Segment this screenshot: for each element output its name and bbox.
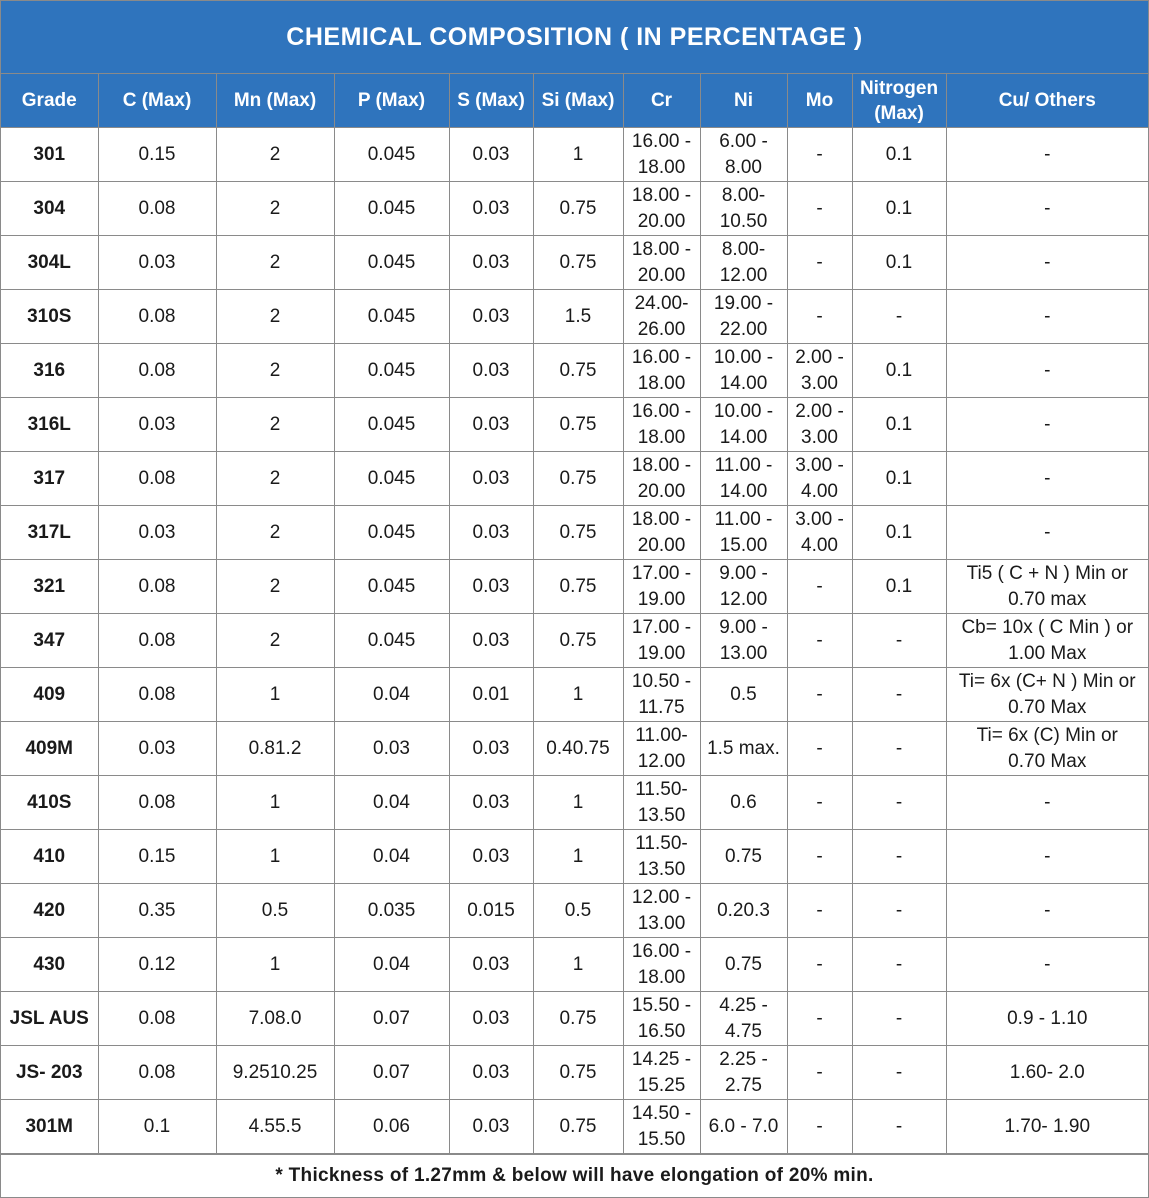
table-cell: 1 (216, 776, 334, 830)
table-cell: 16.00 - 18.00 (623, 938, 700, 992)
table-cell: 10.50 - 11.75 (623, 668, 700, 722)
table-cell: 0.75 (533, 560, 623, 614)
table-cell: 14.50 - 15.50 (623, 1100, 700, 1154)
table-cell: 1.70- 1.90 (946, 1100, 1148, 1154)
table-cell: - (787, 1046, 852, 1100)
table-cell: - (787, 290, 852, 344)
table-cell: 0.35 (98, 884, 216, 938)
table-cell: 0.03 (449, 236, 533, 290)
table-cell: 0.045 (334, 290, 449, 344)
table-cell: 0.06 (334, 1100, 449, 1154)
column-header: Ni (700, 74, 787, 128)
table-cell: - (787, 1100, 852, 1154)
table-cell: 0.08 (98, 452, 216, 506)
table-cell: 0.035 (334, 884, 449, 938)
table-cell: 0.75 (533, 398, 623, 452)
table-cell: - (787, 128, 852, 182)
table-cell: 0.08 (98, 1046, 216, 1100)
table-cell: - (852, 830, 946, 884)
table-cell: 0.1 (852, 452, 946, 506)
table-cell: 0.12 (98, 938, 216, 992)
table-cell: - (852, 776, 946, 830)
table-cell: - (946, 452, 1148, 506)
table-cell: 2 (216, 182, 334, 236)
table-cell: 0.75 (700, 938, 787, 992)
table-cell: 0.03 (449, 938, 533, 992)
column-header: Grade (1, 74, 98, 128)
table-row (1, 938, 1148, 992)
table-cell: - (787, 776, 852, 830)
table-cell: 0.75 (533, 506, 623, 560)
table-cell: 0.03 (449, 1100, 533, 1154)
table-cell: 0.03 (449, 1046, 533, 1100)
table-cell: 0.04 (334, 776, 449, 830)
table-cell: 0.04 (334, 668, 449, 722)
table-cell: 0.03 (449, 992, 533, 1046)
table-cell: 0.03 (449, 128, 533, 182)
grade-cell: 430 (1, 938, 98, 992)
table-cell: - (787, 668, 852, 722)
table-row (1, 560, 1148, 614)
table-cell: 9.00 - 13.00 (700, 614, 787, 668)
table-cell: 0.03 (449, 290, 533, 344)
composition-table (1, 74, 1148, 1154)
table-cell: 14.25 - 15.25 (623, 1046, 700, 1100)
grade-cell: 316L (1, 398, 98, 452)
table-cell: Ti= 6x (C+ N ) Min or 0.70 Max (946, 668, 1148, 722)
table-cell: - (787, 722, 852, 776)
table-cell: 0.03 (98, 236, 216, 290)
grade-cell: 420 (1, 884, 98, 938)
table-header (1, 74, 1148, 128)
table-footnote: * Thickness of 1.27mm & below will have elongation of 20% min. (1, 1154, 1148, 1197)
table-cell: 0.75 (533, 1100, 623, 1154)
table-cell: 16.00 - 18.00 (623, 398, 700, 452)
table-cell: 0.1 (852, 128, 946, 182)
table-cell: 0.03 (449, 560, 533, 614)
table-cell: - (787, 992, 852, 1046)
table-cell: 0.045 (334, 344, 449, 398)
grade-cell: 317 (1, 452, 98, 506)
table-cell: 16.00 - 18.00 (623, 128, 700, 182)
table-cell: - (946, 884, 1148, 938)
table-cell: 0.045 (334, 452, 449, 506)
table-cell: 0.08 (98, 668, 216, 722)
table-cell: 2.00 - 3.00 (787, 344, 852, 398)
table-row (1, 992, 1148, 1046)
table-cell: - (787, 182, 852, 236)
table-row (1, 398, 1148, 452)
table-cell: 1 (216, 668, 334, 722)
grade-cell: 321 (1, 560, 98, 614)
table-cell: - (852, 290, 946, 344)
table-row (1, 128, 1148, 182)
table-cell: 2.00 - 3.00 (787, 398, 852, 452)
table-cell: 0.1 (852, 506, 946, 560)
table-cell: Ti5 ( C + N ) Min or 0.70 max (946, 560, 1148, 614)
table-cell: 0.03 (449, 182, 533, 236)
table-cell: 0.08 (98, 776, 216, 830)
table-cell: 0.15 (98, 128, 216, 182)
table-cell: 4.25 - 4.75 (700, 992, 787, 1046)
table-cell: 11.50- 13.50 (623, 776, 700, 830)
table-cell: 0.045 (334, 128, 449, 182)
table-cell: Ti= 6x (C) Min or 0.70 Max (946, 722, 1148, 776)
table-cell: 18.00 - 20.00 (623, 452, 700, 506)
table-cell: 0.045 (334, 506, 449, 560)
column-header: Nitrogen (Max) (852, 74, 946, 128)
table-cell: 11.00 - 14.00 (700, 452, 787, 506)
table-cell: 0.40.75 (533, 722, 623, 776)
table-cell: - (787, 236, 852, 290)
table-cell: - (946, 128, 1148, 182)
table-cell: 1 (533, 830, 623, 884)
table-cell: 2 (216, 236, 334, 290)
table-row (1, 668, 1148, 722)
table-cell: 0.03 (449, 344, 533, 398)
table-cell: 0.04 (334, 938, 449, 992)
table-cell: 0.08 (98, 992, 216, 1046)
table-cell: 11.00- 12.00 (623, 722, 700, 776)
table-cell: 2 (216, 398, 334, 452)
table-cell: 1.60- 2.0 (946, 1046, 1148, 1100)
table-cell: - (787, 938, 852, 992)
table-cell: - (852, 884, 946, 938)
table-cell: 1.5 (533, 290, 623, 344)
column-header: Mn (Max) (216, 74, 334, 128)
table-row (1, 290, 1148, 344)
table-cell: 1 (533, 668, 623, 722)
table-cell: - (852, 992, 946, 1046)
table-cell: 0.08 (98, 290, 216, 344)
header-row (1, 74, 1148, 128)
table-cell: 0.04 (334, 830, 449, 884)
table-cell: 2 (216, 560, 334, 614)
table-cell: 0.5 (533, 884, 623, 938)
column-header: Mo (787, 74, 852, 128)
table-cell: 0.9 - 1.10 (946, 992, 1148, 1046)
grade-cell: 304L (1, 236, 98, 290)
table-cell: 0.03 (98, 722, 216, 776)
table-cell: 9.00 - 12.00 (700, 560, 787, 614)
table-cell: 9.2510.25 (216, 1046, 334, 1100)
table-cell: 0.045 (334, 236, 449, 290)
table-cell: 0.1 (852, 344, 946, 398)
table-cell: 0.75 (533, 236, 623, 290)
table-row (1, 722, 1148, 776)
table-cell: 0.5 (700, 668, 787, 722)
table-cell: 2 (216, 128, 334, 182)
table-cell: - (946, 182, 1148, 236)
table-cell: 1 (216, 830, 334, 884)
table-cell: 0.045 (334, 182, 449, 236)
table-cell: - (787, 614, 852, 668)
table-cell: - (946, 938, 1148, 992)
table-cell: 18.00 - 20.00 (623, 236, 700, 290)
column-header: Cu/ Others (946, 74, 1148, 128)
table-cell: 0.75 (533, 992, 623, 1046)
table-cell: 6.00 - 8.00 (700, 128, 787, 182)
table-row (1, 1046, 1148, 1100)
table-cell: - (946, 290, 1148, 344)
table-cell: 0.03 (449, 830, 533, 884)
table-cell: 10.00 - 14.00 (700, 398, 787, 452)
table-cell: 2.25 - 2.75 (700, 1046, 787, 1100)
table-cell: - (946, 236, 1148, 290)
table-cell: 12.00 - 13.00 (623, 884, 700, 938)
grade-cell: 347 (1, 614, 98, 668)
table-cell: 7.08.0 (216, 992, 334, 1046)
table-cell: 0.1 (852, 182, 946, 236)
table-cell: 0.03 (449, 452, 533, 506)
table-cell: 11.50- 13.50 (623, 830, 700, 884)
column-header: Cr (623, 74, 700, 128)
table-cell: - (946, 776, 1148, 830)
table-cell: - (946, 398, 1148, 452)
table-cell: 0.03 (449, 722, 533, 776)
table-cell: - (852, 614, 946, 668)
table-cell: 3.00 - 4.00 (787, 506, 852, 560)
grade-cell: 310S (1, 290, 98, 344)
table-cell: 16.00 - 18.00 (623, 344, 700, 398)
grade-cell: 410S (1, 776, 98, 830)
table-cell: 8.00- 10.50 (700, 182, 787, 236)
table-cell: 0.75 (533, 344, 623, 398)
table-cell: - (946, 830, 1148, 884)
table-cell: 1 (216, 938, 334, 992)
table-cell: 2 (216, 614, 334, 668)
table-cell: 0.03 (449, 398, 533, 452)
table-cell: 3.00 - 4.00 (787, 452, 852, 506)
table-cell: 0.81.2 (216, 722, 334, 776)
table-cell: - (852, 1100, 946, 1154)
table-cell: 24.00- 26.00 (623, 290, 700, 344)
table-cell: 1 (533, 776, 623, 830)
table-cell: 1 (533, 128, 623, 182)
grade-cell: 409 (1, 668, 98, 722)
table-row (1, 236, 1148, 290)
table-cell: 4.55.5 (216, 1100, 334, 1154)
table-cell: 8.00- 12.00 (700, 236, 787, 290)
table-cell: - (852, 722, 946, 776)
table-cell: 0.07 (334, 992, 449, 1046)
table-row (1, 182, 1148, 236)
table-cell: 0.015 (449, 884, 533, 938)
table-cell: 0.75 (533, 614, 623, 668)
table-cell: 11.00 - 15.00 (700, 506, 787, 560)
table-cell: 0.1 (852, 236, 946, 290)
table-cell: 0.01 (449, 668, 533, 722)
table-cell: 18.00 - 20.00 (623, 182, 700, 236)
table-cell: 2 (216, 452, 334, 506)
table-cell: 19.00 - 22.00 (700, 290, 787, 344)
table-cell: 0.75 (700, 830, 787, 884)
table-cell: 0.03 (98, 506, 216, 560)
table-cell: 0.1 (852, 560, 946, 614)
table-row (1, 344, 1148, 398)
table-cell: 0.75 (533, 182, 623, 236)
grade-cell: 409M (1, 722, 98, 776)
table-cell: - (946, 344, 1148, 398)
table-cell: 0.03 (334, 722, 449, 776)
table-cell: 0.07 (334, 1046, 449, 1100)
table-cell: 17.00 - 19.00 (623, 614, 700, 668)
table-row (1, 614, 1148, 668)
table-cell: - (787, 560, 852, 614)
table-cell: 2 (216, 506, 334, 560)
table-cell: 2 (216, 290, 334, 344)
table-cell: 0.75 (533, 452, 623, 506)
table-cell: 1 (533, 938, 623, 992)
table-cell: Cb= 10x ( C Min ) or 1.00 Max (946, 614, 1148, 668)
grade-cell: 301 (1, 128, 98, 182)
table-row (1, 884, 1148, 938)
column-header: P (Max) (334, 74, 449, 128)
column-header: C (Max) (98, 74, 216, 128)
table-cell: 0.045 (334, 614, 449, 668)
table-title: CHEMICAL COMPOSITION ( IN PERCENTAGE ) (1, 1, 1148, 74)
table-cell: 0.5 (216, 884, 334, 938)
table-cell: 1.5 max. (700, 722, 787, 776)
table-row (1, 1100, 1148, 1154)
table-cell: 0.08 (98, 560, 216, 614)
grade-cell: 301M (1, 1100, 98, 1154)
table-cell: 0.03 (449, 506, 533, 560)
table-cell: 18.00 - 20.00 (623, 506, 700, 560)
table-cell: 0.20.3 (700, 884, 787, 938)
table-cell: 0.03 (98, 398, 216, 452)
table-row (1, 830, 1148, 884)
table-cell: - (852, 938, 946, 992)
table-cell: 0.1 (98, 1100, 216, 1154)
table-cell: - (946, 506, 1148, 560)
table-cell: 0.75 (533, 1046, 623, 1100)
table-body (1, 128, 1148, 1154)
table-cell: 0.08 (98, 182, 216, 236)
table-row (1, 506, 1148, 560)
grade-cell: 317L (1, 506, 98, 560)
column-header: Si (Max) (533, 74, 623, 128)
column-header: S (Max) (449, 74, 533, 128)
table-cell: 10.00 - 14.00 (700, 344, 787, 398)
table-cell: 0.1 (852, 398, 946, 452)
table-cell: - (852, 668, 946, 722)
table-cell: 0.03 (449, 776, 533, 830)
table-row (1, 452, 1148, 506)
table-row (1, 776, 1148, 830)
table-cell: 0.03 (449, 614, 533, 668)
table-cell: 0.08 (98, 614, 216, 668)
table-cell: - (787, 884, 852, 938)
table-cell: 2 (216, 344, 334, 398)
grade-cell: 410 (1, 830, 98, 884)
table-cell: 0.045 (334, 398, 449, 452)
table-cell: 15.50 - 16.50 (623, 992, 700, 1046)
table-cell: 0.045 (334, 560, 449, 614)
table-cell: 6.0 - 7.0 (700, 1100, 787, 1154)
table-cell: 0.08 (98, 344, 216, 398)
table-cell: - (852, 1046, 946, 1100)
table-cell: - (787, 830, 852, 884)
grade-cell: JSL AUS (1, 992, 98, 1046)
grade-cell: 304 (1, 182, 98, 236)
table-cell: 17.00 - 19.00 (623, 560, 700, 614)
table-cell: 0.15 (98, 830, 216, 884)
grade-cell: JS- 203 (1, 1046, 98, 1100)
table-cell: 0.6 (700, 776, 787, 830)
grade-cell: 316 (1, 344, 98, 398)
